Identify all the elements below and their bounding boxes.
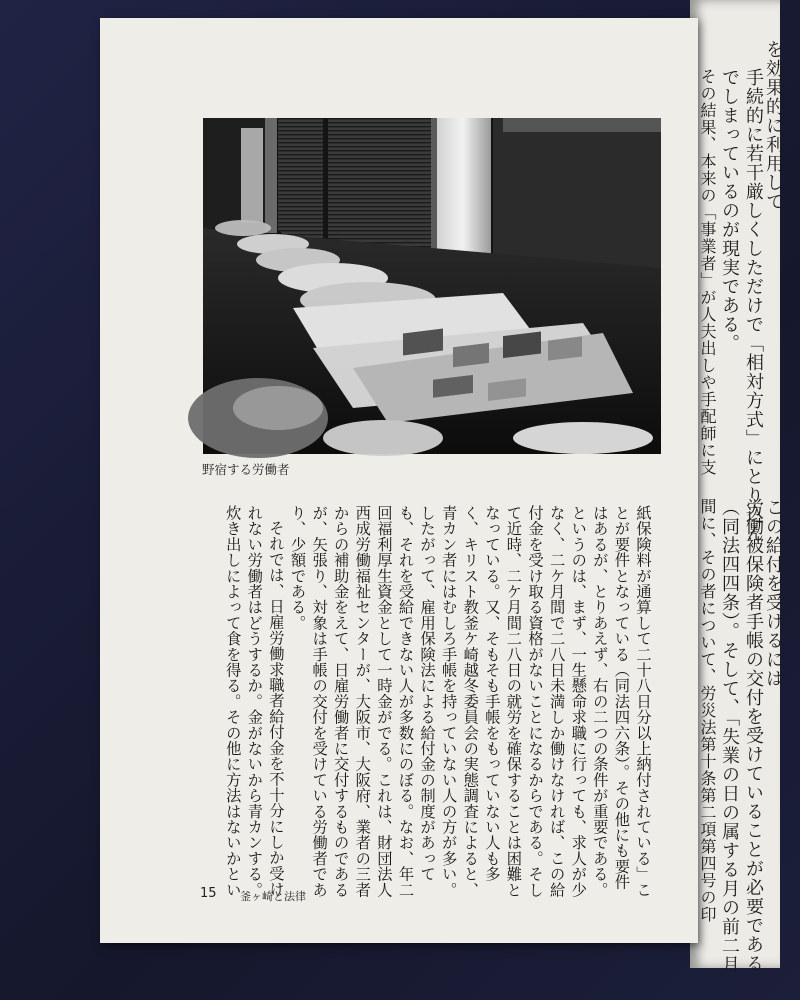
next-page-column: を効果的に利用して: [763, 40, 784, 211]
next-page-column: 労働被保険者手帳の交付を受けていることが必要である: [743, 498, 764, 973]
next-page-column: （同法四四条）。そして、「失業の日の属する月の前二月: [719, 498, 740, 974]
next-page-column: でしまっているのが現実である。: [719, 68, 740, 353]
next-page-edge: [690, 0, 784, 974]
next-page-column: その結果、本来の「事業者」が人夫出しや手配師に支: [698, 68, 717, 476]
running-head: 釜ヶ崎と法律: [240, 890, 306, 903]
photograph-sleeping-workers: [203, 118, 661, 454]
paragraph: それでは、日雇労働求職者給付金を不十分にしか受けれない労働者はどうするか。金がないから青カンする。炊き出しによって食を得る。その他に方法はないかとい: [223, 505, 285, 898]
photo-caption: 野宿する労働者: [202, 462, 290, 477]
next-page-column: 手続的に若干厳しくしただけで「相対方式」にとり込ん: [743, 68, 764, 543]
body-text: [225, 505, 653, 905]
page-number: 15: [200, 886, 217, 901]
paragraph: 紙保険料が通算して二十八日分以上納付されている」ことが要件となっている（同法四六条）。その他にも要件はあるが、とりあえず、右の二つの条件が重要である。というのは、まず、一生懸命求職に行っても、求人が少なく、二ケ月間で二八日未満しか働けなければ、この給付金を受け取る資格がないことになるからである。そして近時、二ケ月間二八日の就労を確保することは困難となっている。又、そもそも手帳をもっていない人も多く、キリスト教釜ケ崎越冬委員会の実態調査によると、青カン者にはむしろ手帳を持っていない人の方が多い。したがって、雇用保険法による給付金の制度があっても、それを受給できない人が多数にのぼる。なお、年二回福利厚生資金として一時金がでる。これは、財団法人西成労働福祉センターが、大阪市、大阪府、業者の三者からの補助金をえて、日雇労働者に交付するものであるが、矢張り、対象は手帳の交付を受けている労働者であり、少額である。: [288, 505, 652, 898]
next-page-column: この給付を受けるには: [763, 498, 784, 688]
book-page: [100, 18, 698, 943]
next-page-column: 間に、その者について、労災法第十条第二項第四号の印: [698, 498, 717, 923]
